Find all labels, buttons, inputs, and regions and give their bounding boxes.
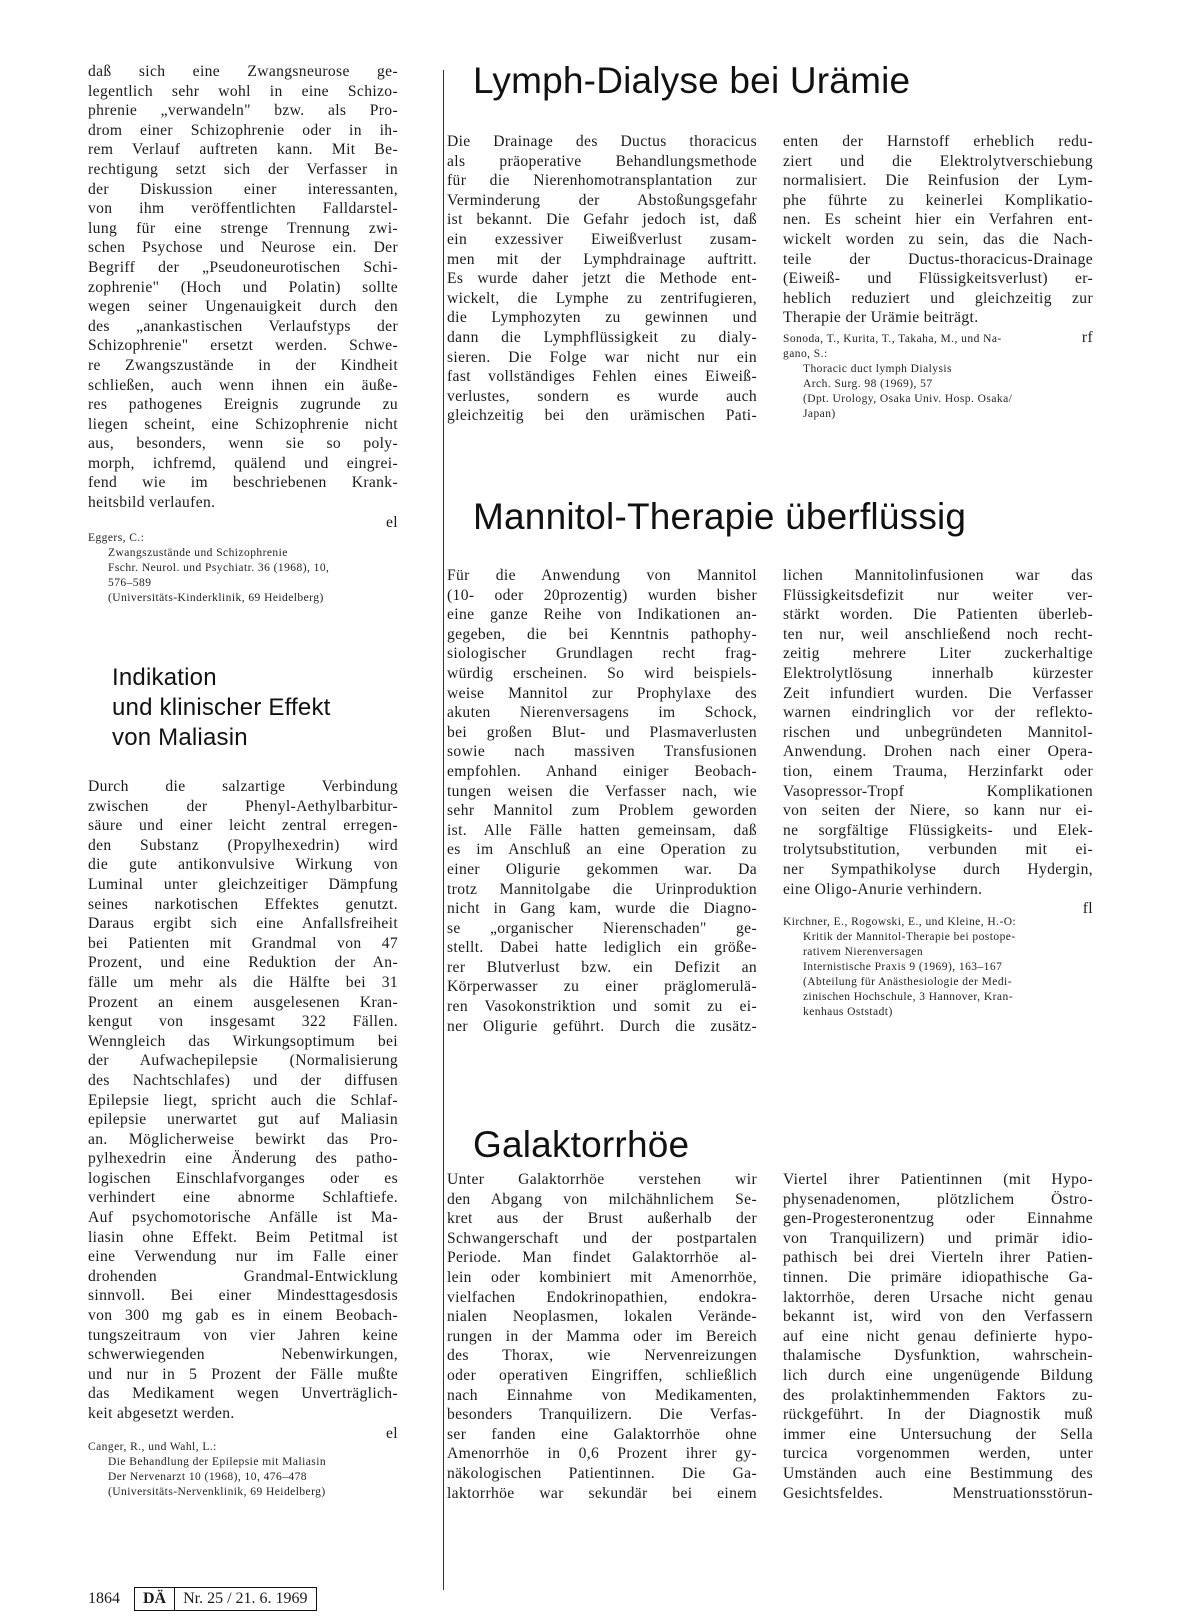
text-line: ten nur, weil anschließend noch recht- (783, 625, 1093, 643)
text-line: rückgeführt. In der Diagnostik muß (783, 1406, 1093, 1424)
text-line: Körperwasser zu einer präglomerulä- (447, 978, 757, 996)
text-line: das Medikament wegen Unverträglich- (88, 1385, 398, 1403)
text-line: turcica vorgenommen werden, unter (783, 1445, 1093, 1463)
text-line: einer Oligurie gekommen war. Da (447, 860, 757, 878)
text-line-final: heitsbild verlaufen. (88, 494, 216, 512)
text-line: von 300 mg gab es in einem Beobach- (88, 1307, 398, 1325)
text-line: men mit der Lymphdrainage auftritt. (447, 250, 757, 268)
text-line: Daraus ergibt sich eine Anfallsfreiheit (88, 915, 398, 933)
text-line: Durch die salzartige Verbindung (88, 778, 398, 795)
text-line: sowie nach massiven Transfusionen (447, 743, 757, 761)
reference-line: (Universitäts-Nervenklinik, 69 Heidelberg) (108, 1485, 326, 1498)
text-line: ein exzessiver Eiweißverlust zusam- (447, 230, 757, 248)
text-line: Für die Anwendung von Mannitol (447, 567, 757, 584)
text-line: Die Drainage des Ductus thoracicus (447, 133, 757, 150)
article-title-galaktorrhoe: Galaktorrhöe (473, 1124, 690, 1165)
text-line: akuten Nierenversagens im Schock, (447, 704, 757, 722)
text-line: Auf psychomotorische Anfälle ist Ma- (88, 1209, 398, 1227)
text-line: sinnvoll. Bei einer Mindesttagesdosis (88, 1287, 398, 1305)
text-line: Vasopressor-Tropf Komplikationen (783, 782, 1093, 800)
text-line: (10- oder 20prozentig) wurden bisher (447, 586, 757, 604)
text-line: zophrenie" (Hoch und Polatin) sollte (88, 278, 398, 296)
galakt-text-left (447, 1170, 757, 1503)
text-line: ren Vasokonstriktion und somit zu ei- (447, 998, 757, 1016)
text-line: pathisch bei drei Vierteln ihrer Patien- (783, 1249, 1093, 1267)
text-line: nen. Es scheint hier ein Verfahren ent- (783, 211, 1093, 229)
text-line: liegen scheint, eine Schizophrenie nicht (88, 415, 398, 433)
text-line: der Aufwachepilepsie (Normalisierung (88, 1052, 398, 1070)
text-line: rechtigung setzt sich der Verfasser in (88, 160, 398, 178)
text-line-last (88, 493, 398, 531)
text-line: schließen, auch wenn ihnen ein äuße- (88, 376, 398, 394)
lymph-left-column (447, 132, 757, 426)
text-line: Amenorrhöe in 0,6 Prozent ihrer gy- (447, 1445, 757, 1463)
text-line: rem Verlauf auftreten kann. Mit Be- (88, 141, 398, 159)
text-line: tion, einem Trauma, Herzinfarkt oder (783, 762, 1093, 780)
text-line: Luminal unter gleichzeitiger Dämpfung (88, 875, 398, 893)
reference-line: (Abteilung für Anästhesiologie der Medi- (803, 976, 1012, 989)
text-line: oder operativen Eingriffen, schließlich (447, 1366, 757, 1384)
text-line: die gute antikonvulsive Wirkung von (88, 856, 398, 874)
text-line: daß sich eine Zwangsneurose ge- (88, 63, 398, 80)
text-line: des Thorax, wie Nervenreizungen (447, 1347, 757, 1365)
text-line: Zeit infundiert wurden. Die Verfasser (783, 684, 1093, 702)
text-line: re Zwangszustände in der Kindheit (88, 356, 398, 374)
text-line: dann die Lymphflüssigkeit zu dialy- (447, 328, 757, 346)
text-line: pylhexedrin eine Änderung des patho- (88, 1150, 398, 1168)
text-line: rer Blutverlust bzw. ein Defizit an (447, 958, 757, 976)
author-signature: fl (1082, 900, 1093, 918)
text-line: schen Psychose und Neurose ein. Der (88, 239, 398, 257)
maliasin-column (88, 777, 398, 1500)
text-line: epilepsie unerwartet gut auf Maliasin (88, 1111, 398, 1129)
mannitol-text-left (447, 566, 757, 1036)
text-line: ziert und die Elektrolytverschiebung (783, 152, 1093, 170)
text-line: lein oder kombiniert mit Amenorrhöe, (447, 1268, 757, 1286)
text-line-last (783, 880, 1093, 918)
text-line: rischen und unbegründeten Mannitol- (783, 723, 1093, 741)
title-line-3: von Maliasin (112, 724, 248, 751)
text-line: an. Möglicherweise bewirkt das Pro- (88, 1130, 398, 1148)
text-line: siologischer Grundlagen recht frag- (447, 645, 757, 663)
reference-sonoda (783, 332, 1093, 422)
text-line: immer eine Untersuchung der Sella (783, 1425, 1093, 1443)
text-line: wegen seiner Ungenauigkeit durch den (88, 298, 398, 316)
text-line: gen-Progesteronentzug oder Einnahme (783, 1210, 1093, 1228)
text-line: eine ganze Reihe von Indikationen an- (447, 606, 757, 624)
issue-info: Nr. 25 / 21. 6. 1969 (175, 1587, 316, 1611)
page-footer (88, 1582, 317, 1616)
reference-author-line: gano, S.: (783, 347, 828, 360)
article-continuation-text (88, 62, 398, 531)
column-divider (443, 70, 444, 1590)
text-line: liasin ohne Effekt. Beim Petitmal ist (88, 1228, 398, 1246)
text-line: besonders Tranquilizern. Die Verfas- (447, 1406, 757, 1424)
text-line: fast vollständiges Fehlen eines Eiweiß- (447, 368, 757, 386)
mannitol-right-column (783, 566, 1093, 1020)
text-line: Begriff der „Pseudoneurotischen Schi- (88, 258, 398, 276)
text-line: physenadenomen, plötzlichem Östro- (783, 1190, 1093, 1208)
text-line: (Eiweiß- und Flüssigkeitsverlust) er- (783, 270, 1093, 288)
text-line: Verminderung der Abstoßungsgefahr (447, 191, 757, 209)
reference-kirchner (783, 915, 1093, 1020)
text-line: Umständen auch eine Bestimmung des (783, 1464, 1093, 1482)
text-line: laktorrhöe war sekundär bei einem (447, 1484, 757, 1502)
maliasin-text (88, 777, 398, 1442)
reference-line: Zwangszustände und Schizophrenie (108, 546, 288, 559)
reference-eggers (88, 531, 398, 606)
text-line: Unter Galaktorrhöe verstehen wir (447, 1171, 757, 1188)
reference-lines (783, 362, 1093, 422)
reference-line: Die Behandlung der Epilepsie mit Maliasin (108, 1455, 327, 1468)
text-line: Gesichtsfeldes. Menstruationsstörun- (783, 1484, 1093, 1502)
text-line-last (88, 1404, 398, 1442)
reference-lines (88, 546, 398, 606)
reference-author: Kirchner, E., Rogowski, E., und Kleine, H.-O: (783, 916, 1017, 929)
text-line: tungszeitraum von vier Jahren keine (88, 1326, 398, 1344)
galakt-text-right (783, 1170, 1093, 1503)
text-line: laktorrhöe, deren Ursache nicht genau (783, 1288, 1093, 1306)
journal-logo: DÄ (134, 1587, 175, 1611)
text-line: Elektrolytlösung innerhalb kürzester (783, 664, 1093, 682)
galakt-left-column (447, 1170, 757, 1503)
text-line: der Diskussion einer interessanten, (88, 180, 398, 198)
text-line: bei Patienten mit Grandmal von 47 (88, 934, 398, 952)
text-line: verlustes, sondern es wurde auch (447, 387, 757, 405)
left-column (88, 62, 398, 606)
title-line-2: und klinischer Effekt (112, 694, 331, 721)
text-line: näkologischen Patientinnen. Die Ga- (447, 1464, 757, 1482)
reference-line: Japan) (803, 407, 836, 420)
text-line: Prozent, und eine Reduktion der An- (88, 954, 398, 972)
text-line: drom einer Schizophrenie oder in ih- (88, 121, 398, 139)
text-line: Schizophrenie" ersetzt werden. Schwe- (88, 337, 398, 355)
text-line: empfohlen. Anhand einiger Beobach- (447, 762, 757, 780)
text-line: stellt. Dabei hatte lediglich ein größe- (447, 939, 757, 957)
reference-line: (Dpt. Urology, Osaka Univ. Hosp. Osaka/ (803, 392, 1013, 405)
text-line: zeitig mehrere Liter zuckerhaltige (783, 645, 1093, 663)
text-line: lich durch eine ungenügende Bildung (783, 1366, 1093, 1384)
text-line: teile der Ductus-thoracicus-Drainage (783, 250, 1093, 268)
text-line: fälle um mehr als die Hälfte bei 31 (88, 973, 398, 991)
text-line: phrenie „verwandeln" bzw. als Pro- (88, 102, 398, 120)
text-line: ist. Alle Fälle hatten gemeinsam, daß (447, 821, 757, 839)
text-line: von Tranquilizern) und primär idio- (783, 1229, 1093, 1247)
text-line: ner Sympathikolyse durch Hydergin, (783, 860, 1093, 878)
text-line: vielfachen Endokrinopathien, endokra- (447, 1288, 757, 1306)
reference-line: Kritik der Mannitol-Therapie bei postope- (803, 931, 1016, 944)
text-line: ner Oligurie geführt. Durch die zusätz- (447, 1017, 757, 1035)
reference-line: Thoracic duct lymph Dialysis (803, 362, 952, 375)
text-line: säure und einer leicht zentral erregen- (88, 817, 398, 835)
text-line: ne sorgfältige Flüssigkeits- und Elek- (783, 821, 1093, 839)
text-line-final: keit abgesetzt werden. (88, 1405, 235, 1422)
text-line: tungen weisen die Verfasser nach, wie (447, 782, 757, 800)
text-line: Viertel ihrer Patientinnen (mit Hypo- (783, 1171, 1093, 1188)
text-line: Schwangerschaft und der postpartalen (447, 1229, 757, 1247)
text-line: des prolaktinhemmenden Faktors zu- (783, 1386, 1093, 1404)
text-line: gleichzeitig bei den urämischen Pati- (447, 407, 757, 425)
reference-line: Arch. Surg. 98 (1969), 57 (803, 377, 933, 390)
text-line: bei großen Blut- und Plasmaverlusten (447, 723, 757, 741)
text-line: lung für eine strenge Trennung zwi- (88, 219, 398, 237)
article-title-maliasin (112, 663, 412, 753)
article-title-mannitol: Mannitol-Therapie überflüssig (473, 496, 967, 537)
text-line: tinnen. Die primäre idiopathische Ga- (783, 1268, 1093, 1286)
mannitol-left-column (447, 566, 757, 1036)
reference-line: Der Nervenarzt 10 (1968), 10, 476–478 (108, 1470, 307, 1483)
mannitol-text-right (783, 566, 1093, 918)
text-line: den Abgang von milchähnlichem Se- (447, 1190, 757, 1208)
article-title-lymph: Lymph-Dialyse bei Urämie (473, 60, 911, 101)
author-signature: el (386, 1424, 398, 1442)
text-line: gegeben, die bei Kenntnis pathophy- (447, 625, 757, 643)
text-line: nialen Neoplasmen, lokalen Verände- (447, 1308, 757, 1326)
text-line: Prozent an einem ausgelesenen Kran- (88, 993, 398, 1011)
reference-line: 576–589 (108, 576, 152, 589)
reference-lines (88, 1455, 398, 1500)
text-line: ser fanden eine Galaktorrhöe ohne (447, 1425, 757, 1443)
text-line: lichen Mannitolinfusionen war das (783, 567, 1093, 584)
text-line: sieren. Die Folge war nicht nur ein (447, 348, 757, 366)
text-line: morph, ichfremd, quälend und eingrei- (88, 454, 398, 472)
reference-line: kenhaus Oststadt) (803, 1006, 893, 1019)
reference-line: Fschr. Neurol. und Psychiatr. 36 (1968), 10, (108, 561, 330, 574)
text-line: rungen in der Mamma oder im Bereich (447, 1327, 757, 1345)
reference-line: zinischen Hochschule, 3 Hannover, Kran- (803, 991, 1013, 1004)
reference-author (783, 332, 1093, 362)
text-line: eine Verwendung nur im Falle einer (88, 1248, 398, 1266)
text-line: schwerwiegenden Nebenwirkungen, (88, 1346, 398, 1364)
text-line: phe führte zu keinerlei Komplikatio- (783, 191, 1093, 209)
reference-line: Internistische Praxis 9 (1969), 163–167 (803, 961, 1003, 974)
text-line: Wenngleich das Wirkungsoptimum bei (88, 1032, 398, 1050)
text-line: die Lymphozyten zu gewinnen und (447, 309, 757, 327)
text-line: kret aus der Brust außerhalb der (447, 1210, 757, 1228)
text-line: zwischen der Phenyl-Aethylbarbitur- (88, 797, 398, 815)
text-line: für die Nierenhomotransplantation zur (447, 172, 757, 190)
text-line: Flüssigkeitsdefizit nur weiter ver- (783, 586, 1093, 604)
text-line-final: eine Oligo-Anurie verhindern. (783, 880, 983, 898)
text-line: Epilepsie liegt, spricht auch die Schlaf- (88, 1091, 398, 1109)
text-line: se „organischer Nierenschaden" ge- (447, 919, 757, 937)
text-line: und nur in 5 Prozent der Fälle mußte (88, 1365, 398, 1383)
text-line: des Nachtschlafes) und der diffusen (88, 1071, 398, 1089)
text-line: heblich reduziert und gleichzeitig zur (783, 289, 1093, 307)
text-line: stärkt worden. Die Patienten überleb- (783, 606, 1093, 624)
lymph-text-left (447, 132, 757, 426)
text-line: kengut von insgesamt 322 Fällen. (88, 1013, 398, 1031)
text-line-final: Therapie der Urämie beiträgt. (783, 309, 979, 327)
text-line: aus, besonders, wenn sie so poly- (88, 435, 398, 453)
text-line: weise Mannitol zur Prophylaxe des (447, 684, 757, 702)
reference-line: rativem Nierenversagen (803, 946, 924, 959)
text-line: als präoperative Behandlungsmethode (447, 152, 757, 170)
lymph-right-column (783, 132, 1093, 422)
author-signature: rf (1081, 328, 1093, 346)
text-line: von seiten der Niere, so kann nur ei- (783, 802, 1093, 820)
text-line: nach Einnahme von Medikamenten, (447, 1386, 757, 1404)
text-line: legentlich sehr wohl in eine Schizo- (88, 82, 398, 100)
text-line: thalamische Dysfunktion, wahrschein- (783, 1347, 1093, 1365)
reference-line: (Universitäts-Kinderklinik, 69 Heidelberg) (108, 591, 324, 604)
text-line: warnen eindringlich vor der reflekto- (783, 704, 1093, 722)
text-line: sehr Mannitol zum Problem geworden (447, 802, 757, 820)
text-line: res pathogenes Ereignis zugrunde zu (88, 396, 398, 414)
reference-lines (783, 930, 1093, 1020)
text-line: trotz Mannitolgabe die Urinproduktion (447, 880, 757, 898)
text-line: trolytsubstitution, verbunden mit ei- (783, 841, 1093, 859)
galakt-right-column (783, 1170, 1093, 1503)
text-line: den Substanz (Propylhexedrin) wird (88, 836, 398, 854)
title-line-1: Indikation (112, 664, 217, 691)
text-line: Anwendung. Drohen nach einer Opera- (783, 743, 1093, 761)
text-line: logischen Einschlafvorganges oder es (88, 1169, 398, 1187)
text-line: von ihm veröffentlichten Falldarstel- (88, 200, 398, 218)
text-line: drohenden Grandmal-Entwicklung (88, 1267, 398, 1285)
text-line: wickelt, die Lymphe zu zentrifugieren, (447, 289, 757, 307)
text-line: Periode. Man findet Galaktorrhöe al- (447, 1249, 757, 1267)
reference-author: Canger, R., und Wahl, L.: (88, 1440, 217, 1453)
text-line: normalisiert. Die Reinfusion der Lym- (783, 172, 1093, 190)
text-line: ist bekannt. Die Gefahr jedoch ist, daß (447, 211, 757, 229)
author-signature: el (386, 513, 398, 531)
text-line: des „anankastischen Verlaufstyps der (88, 317, 398, 335)
text-line: verhindert eine abnorme Schlaftiefe. (88, 1189, 398, 1207)
text-line: es im Anschluß an eine Operation zu (447, 841, 757, 859)
text-line: fend wie im beschriebenen Krank- (88, 474, 398, 492)
text-line: enten der Harnstoff erheblich redu- (783, 133, 1093, 150)
page-number: 1864 (88, 1590, 120, 1607)
reference-canger (88, 1440, 398, 1500)
text-line: bekannt ist, wird von den Verfassern (783, 1308, 1093, 1326)
text-line: Es wurde daher jetzt die Methode ent- (447, 270, 757, 288)
text-line: würdig erscheinen. So wird beispiels- (447, 664, 757, 682)
reference-author: Eggers, C.: (88, 531, 145, 544)
text-line: wickelt worden zu sein, das die Nach- (783, 230, 1093, 248)
reference-author-line: Sonoda, T., Kurita, T., Takaha, M., und Na- (783, 332, 1002, 345)
text-line: auf eine nicht genau definierte hypo- (783, 1327, 1093, 1345)
text-line: nicht in Gang kam, wurde die Diagno- (447, 900, 757, 918)
text-line: seines narkotischen Effektes genutzt. (88, 895, 398, 913)
